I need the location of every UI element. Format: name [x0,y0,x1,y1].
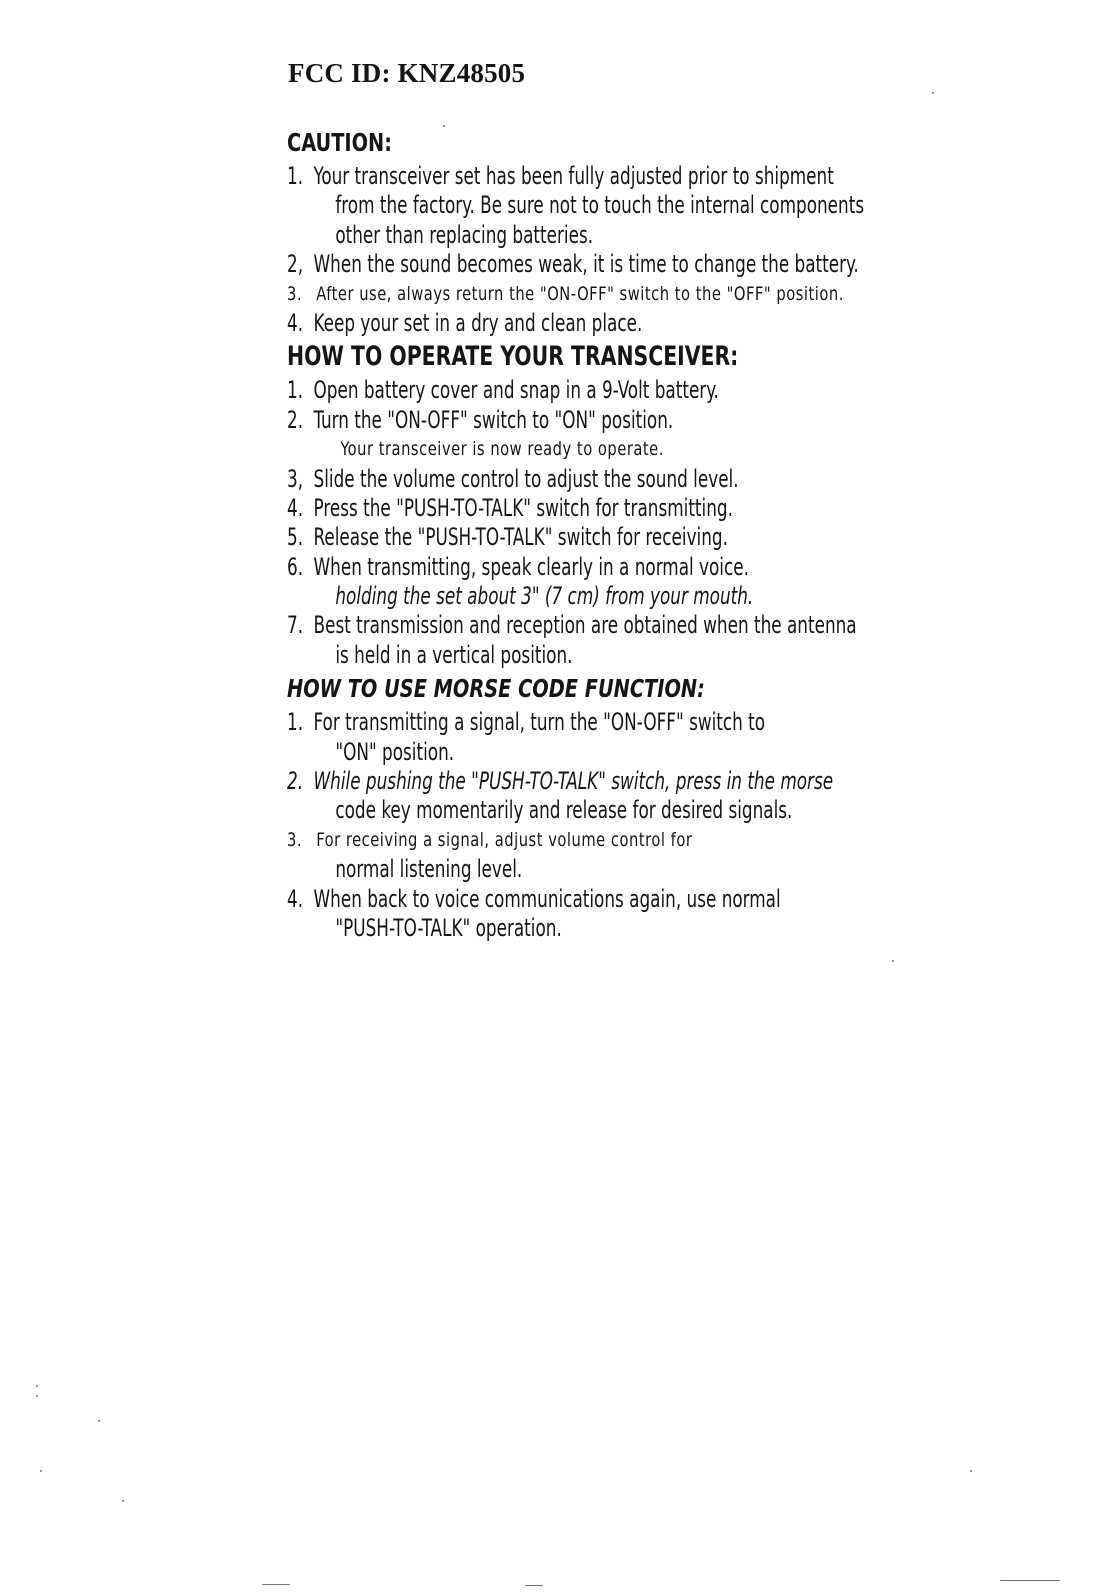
item-text: When the sound becomes weak, it is time to change the battery. [313,250,859,279]
list-item-continuation [287,191,1088,220]
list-item [287,708,1066,737]
item-number: 6. [287,552,304,581]
item-text: While pushing the "PUSH-TO-TALK" switch, press in the morse [313,767,834,796]
fcc-id-header: FCC ID: KNZ48505 [288,58,526,88]
caution-heading: CAUTION: [287,128,392,157]
morse-heading: HOW TO USE MORSE CODE FUNCTION: [287,674,705,704]
item-number: 7. [287,611,304,640]
list-item [287,465,1066,494]
list-item-continuation [287,855,1088,884]
item-text: holding the set about 3" (7 cm) from your mouth. [335,582,754,611]
list-item-continuation [287,641,1088,670]
item-text: Keep your set in a dry and clean place. [313,308,643,337]
list-item [287,494,1066,523]
item-number: 5. [287,523,304,552]
item-text: is held in a vertical position. [335,640,573,669]
item-text: Your transceiver is now ready to operate. [340,438,664,461]
item-number: 2. [287,767,304,796]
item-text: Your transceiver set has been fully adjusted prior to shipment [313,162,834,190]
item-number: 2. [287,405,304,434]
list-item [287,406,1066,435]
morse-list [287,708,1067,943]
item-text: normal listening level. [335,855,523,884]
item-text: Release the "PUSH-TO-TALK" switch for receiving. [313,523,728,552]
item-number: 3. [287,282,303,305]
item-text: Open battery cover and snap in a 9-Volt battery. [313,376,719,405]
item-text: code key momentarily and release for desired signals. [335,796,793,825]
instruction-document [287,128,1067,943]
item-text: Turn the "ON-OFF" switch to "ON" position. [313,405,674,434]
item-text: "ON" position. [335,737,455,766]
item-text: Press the "PUSH-TO-TALK" switch for transmitting. [313,493,733,522]
item-text: from the factory. Be sure not to touch the internal components [335,191,865,220]
list-item [287,826,1106,855]
list-item-continuation [287,221,1088,250]
list-item [287,611,1066,640]
item-text: When transmitting, speak clearly in a normal voice. [313,552,749,581]
list-item [287,376,1066,405]
list-item [287,523,1066,552]
item-number: 1. [287,376,304,405]
list-item-continuation [287,582,1088,611]
operate-list [287,376,1067,670]
item-text: Slide the volume control to adjust the sound level. [313,464,739,493]
list-item [287,162,1066,191]
list-item [287,553,1066,582]
list-item [287,767,1066,796]
item-number: 3. [287,828,303,851]
item-text: "PUSH-TO-TALK" operation. [335,913,562,942]
caution-list [287,162,1067,338]
item-number: 1. [287,162,304,190]
list-item [287,885,1066,914]
list-item [287,280,1106,309]
item-text: Best transmission and reception are obtained when the antenna [313,611,857,640]
list-item-continuation [287,738,1088,767]
item-number: 3, [287,464,304,493]
item-number: 1. [287,708,304,737]
item-text: After use, always return the "ON-OFF" switch to the "OFF" position. [316,282,844,305]
item-text: For receiving a signal, adjust volume control for [316,828,693,851]
item-number: 4. [287,493,304,522]
item-number: 2, [287,250,304,279]
list-item [287,309,1066,338]
list-item-continuation [287,435,1106,464]
item-text: other than replacing batteries. [335,220,594,249]
item-text: When back to voice communications again, use normal [313,884,781,913]
item-number: 4. [287,308,304,337]
operate-heading: HOW TO OPERATE YOUR TRANSCEIVER: [287,341,739,373]
item-number: 4. [287,884,304,913]
list-item [287,250,1066,279]
list-item-continuation [287,796,1088,825]
item-text: For transmitting a signal, turn the "ON-OFF" switch to [313,708,766,737]
list-item-continuation [287,914,1088,943]
